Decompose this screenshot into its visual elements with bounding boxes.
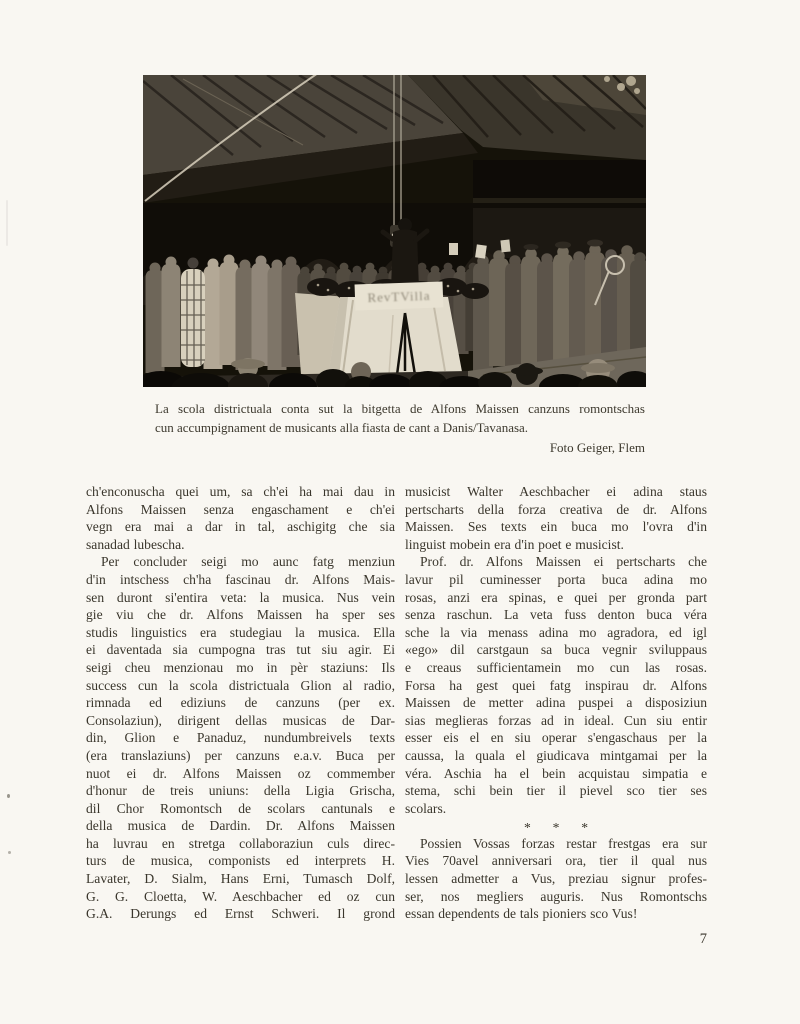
right-column bbox=[405, 483, 707, 923]
article-body bbox=[86, 483, 707, 963]
paragraph bbox=[405, 553, 707, 817]
text-line: Possien Vossas forzas restar frestgas era sur bbox=[420, 835, 707, 851]
text-line: esser eis el en siu operar s'engaschaus per la bbox=[405, 730, 707, 746]
text-line: stema, schi bein tier il pievel sco tier ses bbox=[405, 783, 707, 799]
text-line: véra. Aschia ha el bein acquistau simpatia e bbox=[405, 765, 707, 781]
text-line: d'honur de treis uniuns: della Ligia Grischa, bbox=[86, 783, 395, 799]
text-line: rosas, anzi era spinas, e quei per gronda part bbox=[405, 589, 707, 605]
plaid-coat-woman bbox=[181, 258, 205, 368]
hat bbox=[587, 240, 603, 247]
text-line: lavur pil cuminesser porta buca adina mo bbox=[405, 571, 707, 587]
podium bbox=[323, 281, 463, 386]
hat bbox=[555, 242, 571, 249]
paragraph bbox=[405, 483, 707, 553]
left-column bbox=[86, 483, 395, 923]
text-line: seigi cheu menzionau mo in pèr staziuns: Ils bbox=[86, 659, 395, 675]
scan-artifact bbox=[7, 794, 10, 798]
text-line: ser, nos megliers auguris. Nus Romontschs bbox=[405, 888, 707, 904]
text-line: musicist Walter Aeschbacher ei adina staus bbox=[405, 484, 707, 499]
text-line: gie viu che dr. Alfons Maissen ha sper ses bbox=[86, 607, 395, 623]
text-line: Alfons Maissen senza engaschament e ch'ei bbox=[86, 501, 395, 517]
photo-caption bbox=[155, 399, 645, 457]
text-line: success cun la scola districtuala Glion al radio, bbox=[86, 677, 395, 693]
text-line: ei daventada sia cumpogna tras tut siu agir. Ei bbox=[86, 642, 395, 658]
text-line: vegn era mai a dar in tal, aschigitg che sia bbox=[86, 519, 395, 535]
text-line: rimnada ed ediziuns de canzuns (per ex. bbox=[86, 695, 395, 711]
text-line: (era translaziuns) per canzuns e.a.v. Buca per bbox=[86, 747, 395, 763]
text-line: sanadad lubescha. bbox=[86, 536, 185, 552]
text-line: din, Glion e Panaduz, nundumbreivels texts bbox=[86, 730, 395, 746]
paragraph bbox=[86, 483, 395, 553]
text-line: ch'enconuscha quei um, sa ch'ei ha mai dau in bbox=[86, 484, 395, 499]
page-number: 7 bbox=[699, 931, 707, 947]
text-line: essan dependents de tals pioniers sco Vus! bbox=[405, 906, 638, 922]
scan-artifact bbox=[8, 851, 11, 854]
separator-stars bbox=[405, 817, 707, 835]
hat bbox=[524, 244, 539, 250]
text-line: e creaus sufficientamein mo cun las rosas. bbox=[405, 659, 707, 675]
podium-banner bbox=[355, 281, 444, 310]
text-line: scolars. bbox=[405, 800, 447, 816]
text-line: Per concluder seigi mo aunc fatg menziun bbox=[101, 554, 395, 570]
text-line: della musica de Dardin. Dr. Alfons Maissen bbox=[86, 818, 395, 834]
caption-line: cun accumpignament de musicants alla fiasta de cant a Danis/Tavanasa. bbox=[155, 420, 529, 436]
text-line: Consolaziun), dirigent dellas musicas de Dar- bbox=[86, 712, 395, 728]
text-line: sen duront si'entira veta: la musica. Nus vein bbox=[86, 589, 395, 605]
text-line: * * * bbox=[524, 820, 597, 836]
text-line: Maissen de metter adina puspei a disposiziun bbox=[405, 695, 707, 711]
text-line: ha luvrau en stretga collaboraziun culs direc- bbox=[86, 835, 395, 851]
text-line: Vies 70avel anniversari ora, tier il qual nus bbox=[405, 853, 707, 869]
text-line: G. G. Cloetta, W. Aeschbacher ed oz cun bbox=[86, 888, 395, 904]
text-line: caussa, la quala el giudicava mintgamai per la bbox=[405, 747, 707, 763]
text-line: d'in intschess ch'ha fascinau dr. Alfons Mais- bbox=[86, 571, 395, 587]
text-line: studis linguistics era studegiau la musica. Ella bbox=[86, 624, 395, 640]
text-line: lessen admetter a Vus, preziau signur profes- bbox=[405, 871, 707, 887]
text-line: pertscharts della forza creativa de dr. Alfons bbox=[405, 501, 707, 517]
text-line: G.A. Derungs ed Ernst Schweri. Il grond bbox=[86, 906, 395, 922]
scan-artifact bbox=[6, 200, 8, 246]
paragraph bbox=[86, 553, 395, 922]
text-line: dil Chor Romontsch de scolars cantunals e bbox=[86, 800, 395, 816]
text-line: Prof. dr. Alfons Maissen ei pertscharts che bbox=[420, 554, 707, 570]
caption-line: La scola districtuala conta sut la bitgetta de Alfons Maissen canzuns romontschas bbox=[155, 401, 645, 416]
event-photo bbox=[143, 75, 646, 387]
podium-banner-text: RevTVilla bbox=[367, 287, 431, 306]
text-line: Lavater, D. Sialm, Hans Erni, Tumasch Dolf, bbox=[86, 871, 395, 887]
text-line: sche la via menass adina mo agradora, ed igl bbox=[405, 624, 707, 640]
text-line: senza raschun. La veta fuss denton buca véra bbox=[405, 607, 707, 623]
text-line: turs de musica, componists ed interprets H. bbox=[86, 853, 395, 869]
text-line: nuot ei dr. Alfons Maissen oz commember bbox=[86, 765, 395, 781]
event-photo-illustration bbox=[143, 75, 646, 387]
text-line: Maissen. Ses texts ein buca mo l'ovra d'in bbox=[405, 519, 707, 535]
text-line: «ego» dil carstgaun sa buca vegnir sviluppaus bbox=[405, 642, 707, 658]
text-line: sias meglieras forzas ad in ideal. Cun siu entir bbox=[405, 712, 707, 728]
paragraph bbox=[405, 835, 707, 923]
choir-left-group bbox=[146, 255, 301, 374]
photo-credit: Foto Geiger, Flem bbox=[549, 439, 645, 455]
text-line: linguist mobein era d'in poet e musicist. bbox=[405, 536, 624, 552]
text-line: Forsa ha gest quei fatg inspirau dr. Alfons bbox=[405, 677, 707, 693]
